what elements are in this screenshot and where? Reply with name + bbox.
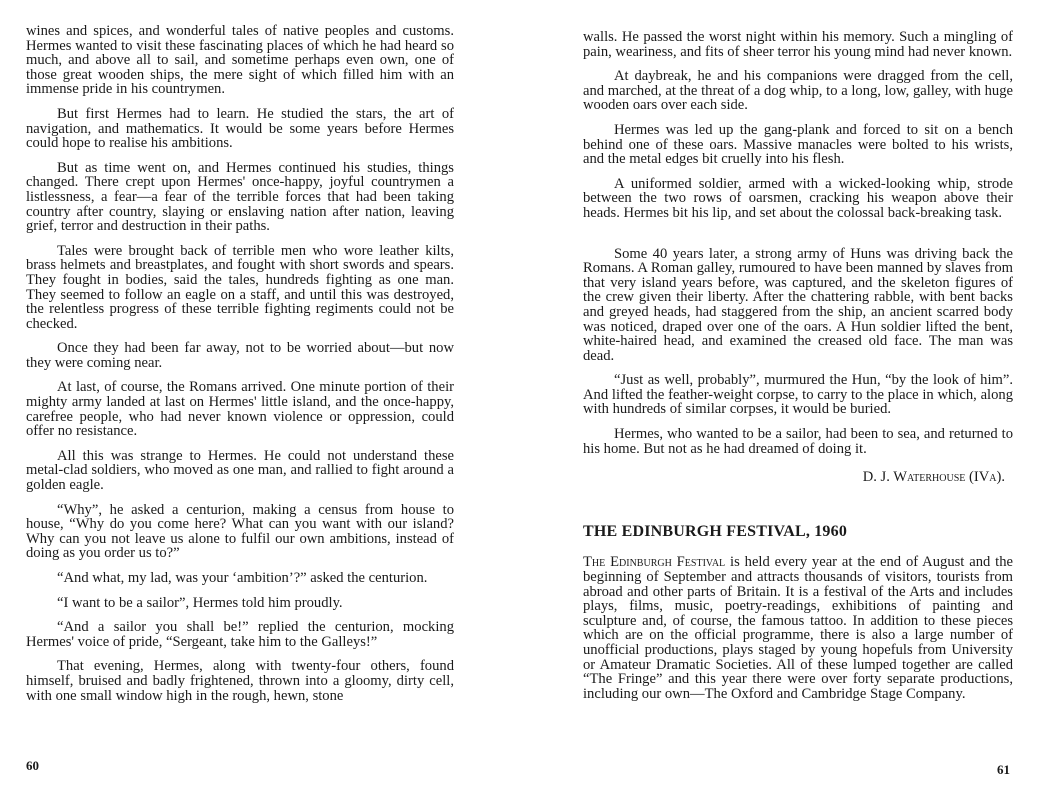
article-lead: The Edinburgh Festival xyxy=(583,554,726,571)
paragraph: At last, of course, the Romans arrived. One minute portion of their mighty army landed at last on Hermes' little island, and the once-happy, carefree people, who had never known violence or oppression, could offer no resistance. xyxy=(26,379,454,440)
page-number-left: 60 xyxy=(26,758,39,773)
article-body: is held every year at the end of August and the beginning of September and attracts thousands of visitors, tourists from abroad and other parts of Britain. It is a festival of the Arts and includes plays, films, music, poetry-readings, exhibitions of painting and sculpture and, of course, the famous tattoo. In addition to these pieces which are on the official programme, there is also a large number of unofficial productions, plays staged by young hopefuls from University or Amateur Dramatic Societies. All of these lumped together are called “The Fringe” and this year there were over forty separate productions, including our own—The Oxford and Cambridge Stage Company. xyxy=(583,554,1013,702)
author-signature: D. J. Waterhouse (IVa). xyxy=(862,469,1005,486)
right-page xyxy=(583,30,1013,711)
paragraph: “And what, my lad, was your ‘ambition’?” asked the centurion. xyxy=(57,570,428,586)
paragraph: Once they had been far away, not to be worried about—but now they were coming near. xyxy=(26,340,454,371)
paragraph: But as time went on, and Hermes continued his studies, things changed. There crept upon Hermes' once-happy, joyful countrymen a listlessness, a fear—a fear of the terrible forces that had been taking country after country, slaying or enslaving nation after nation, leaving grief, terror and destruction in their paths. xyxy=(26,159,454,235)
section-break xyxy=(583,231,1013,247)
paragraph: But first Hermes had to learn. He studied the stars, the art of navigation, and mathematics. It would be some years before Hermes could hope to realise his ambitions. xyxy=(26,105,454,152)
paragraph: Hermes was led up the gang-plank and forced to sit on a bench behind one of these oars. Massive manacles were bolted to his wrists, and the metal edges bit cruelly into his flesh. xyxy=(583,121,1013,168)
paragraph: “Why”, he asked a centurion, making a census from house to house, “Why do you come here? What can you want with our island? Why can you not leave us alone to fulfil our own ambitions, instead of doing as you order us to?” xyxy=(26,501,454,562)
left-page xyxy=(26,24,454,713)
paragraph: Some 40 years later, a strong army of Huns was driving back the Romans. A Roman galley, rumoured to have been manned by slaves from that very island years before, was captured, and the skeleton figures of the crew given their liberty. After the chattering rabble, with bent backs and greyed heads, had staggered from the ship, an ancient scarred body was noticed, draped over one of the oars. A Hun soldier lifted the bent, white-haired head, and examined the creased old face. The man was dead. xyxy=(583,245,1013,364)
paragraph: At daybreak, he and his companions were dragged from the cell, and marched, at the threat of a dog whip, to a long, low, galley, with huge wooden oars over each side. xyxy=(583,68,1013,114)
paragraph: wines and spices, and wonderful tales of native peoples and customs. Hermes wanted to visit these fascinating places of which he had heard so much, and above all to sail, and sometime perhaps even own, one of those great wooden ships, the mere sight of which filled him with an immense pride in his countrymen. xyxy=(26,23,454,98)
paragraph: “I want to be a sailor”, Hermes told him proudly. xyxy=(57,594,343,611)
paragraph: Hermes, who wanted to be a sailor, had been to sea, and returned to his home. But not as he had dreamed of doing it. xyxy=(583,426,1013,457)
page-number-right: 61 xyxy=(997,762,1010,777)
paragraph: Tales were brought back of terrible men who wore leather kilts, brass helmets and breastplates, and fought with short swords and spears. They fought in bodies, said the tales, hundreds fighting as one man. They seemed to follow an eagle on a staff, and until this was destroyed, the relentless progress of these terrible fighting regiments could not be checked. xyxy=(26,242,454,332)
article-paragraph xyxy=(583,555,1013,701)
paragraph: “And a sailor you shall be!” replied the centurion, mocking Hermes' voice of pride, “Sergeant, take him to the Galleys!” xyxy=(26,619,454,650)
paragraph: All this was strange to Hermes. He could not understand these metal-clad soldiers, who moved as one man, and rallied to fight around a golden eagle. xyxy=(26,447,454,494)
paragraph: walls. He passed the worst night within his memory. Such a mingling of pain, weariness, and fits of sheer terror his young mind had never known. xyxy=(583,29,1013,60)
paragraph: A uniformed soldier, armed with a wicked-looking whip, strode between the two rows of oarsmen, cracking his weapon above their heads. Hermes bit his lip, and set about the colossal back-breaking task. xyxy=(583,175,1013,221)
article-heading: THE EDINBURGH FESTIVAL, 1960 xyxy=(583,522,848,540)
paragraph: “Just as well, probably”, murmured the Hun, “by the look of him”. And lifted the feather-weight corpse, to carry to the place in which, along with hundreds of similar corpses, it would be buried. xyxy=(583,372,1013,418)
paragraph: That evening, Hermes, along with twenty-four others, found himself, bruised and badly frightened, thrown into a gloomy, dirty cell, with one small window high in the rough, hewn, stone xyxy=(26,658,454,704)
